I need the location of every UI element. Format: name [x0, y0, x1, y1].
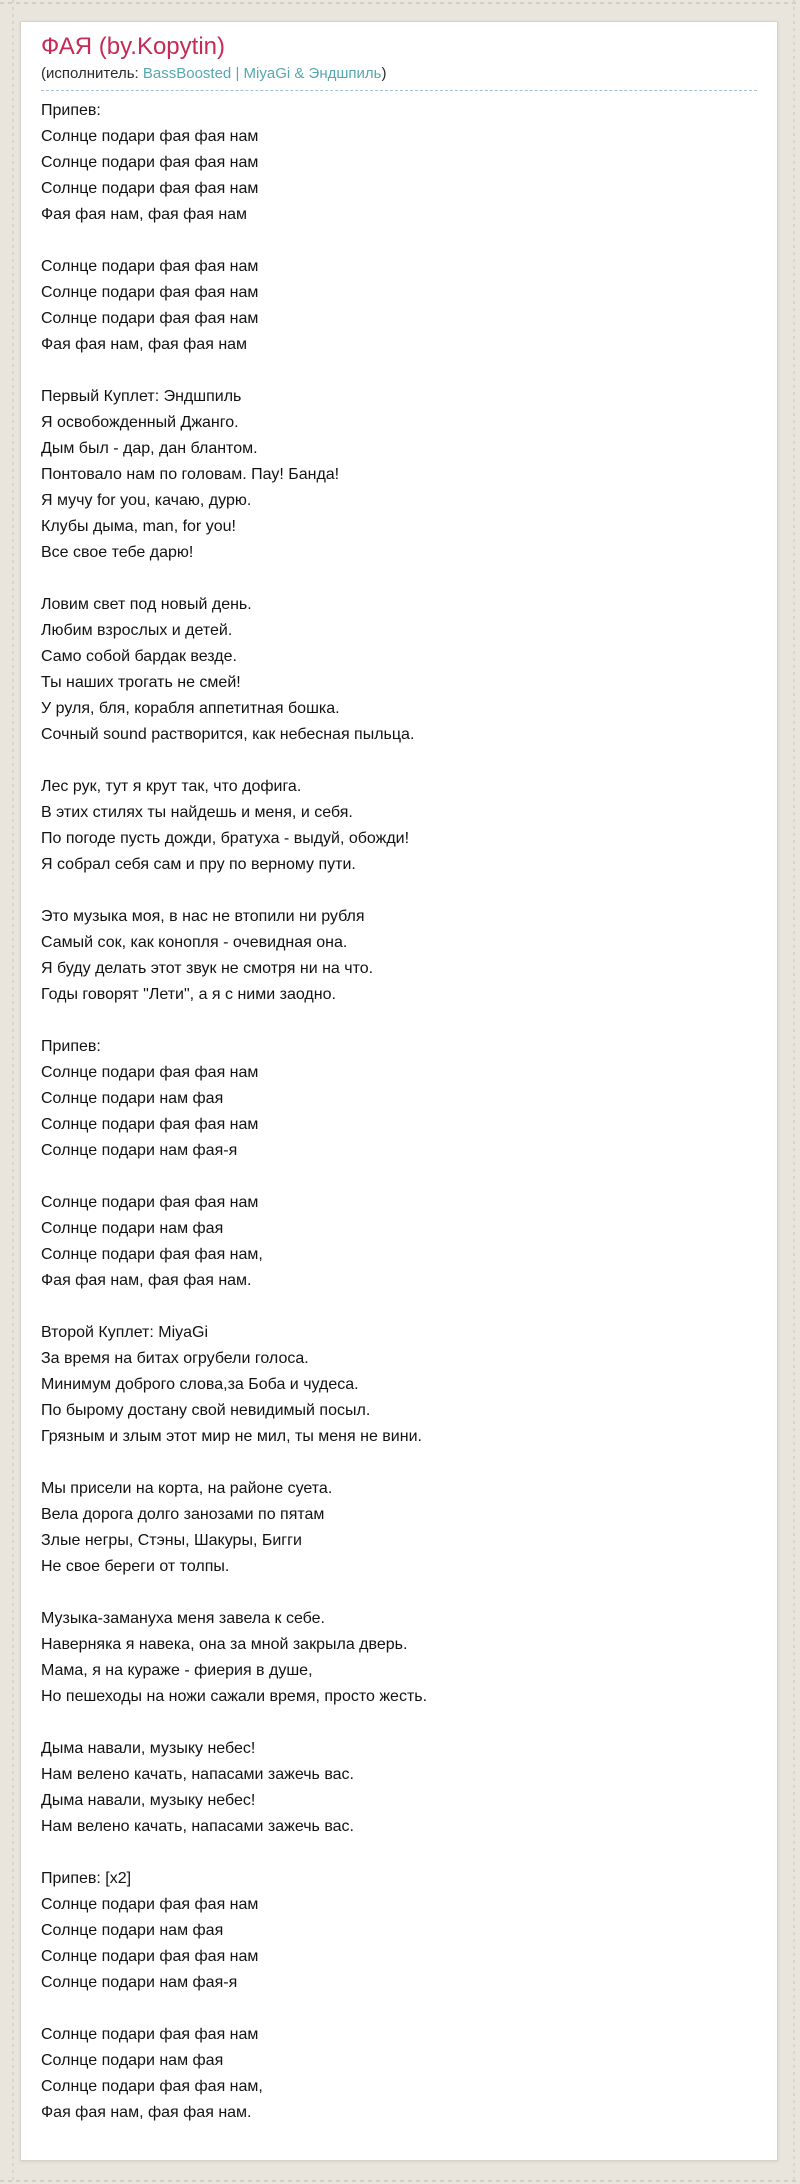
lyric-line	[41, 1996, 757, 2022]
artist-link-miyagi-endshpil[interactable]: MiyaGi & Эндшпиль	[243, 65, 382, 82]
lyric-line: Дым был - дар, дан блантом.	[41, 440, 258, 457]
lyric-line	[41, 1580, 757, 1606]
lyric-line: Не свое береги от толпы.	[41, 1558, 230, 1575]
lyric-line: Второй Куплет: MiyaGi	[41, 1324, 209, 1341]
lyric-line: Припев:	[41, 102, 101, 119]
lyric-line: Солнце подари нам фая-я	[41, 1142, 238, 1159]
lyric-line: Сочный sound растворится, как небесная пыльца.	[41, 726, 415, 743]
lyric-line: Солнце подари фая фая нам	[41, 1194, 259, 1211]
lyric-line: Фая фая нам, фая фая нам	[41, 336, 248, 353]
lyric-line	[41, 878, 757, 904]
lyric-line: Любим взрослых и детей.	[41, 622, 233, 639]
background-texture-right	[793, 0, 795, 2184]
lyric-line: Годы говорят "Лети", а я с ними заодно.	[41, 986, 336, 1003]
lyric-line: Фая фая нам, фая фая нам.	[41, 1272, 252, 1289]
lyric-line: Самый сок, как конопля - очевидная она.	[41, 934, 348, 951]
lyric-line: Фая фая нам, фая фая нам.	[41, 2104, 252, 2121]
lyric-line: Лес рук, тут я крут так, что дофига.	[41, 778, 302, 795]
lyric-line: Солнце подари фая фая нам	[41, 310, 259, 327]
lyric-line: Солнце подари фая фая нам	[41, 2026, 259, 2043]
lyric-line: Минимум доброго слова,за Боба и чудеса.	[41, 1376, 359, 1393]
lyric-line: Понтовало нам по головам. Пау! Банда!	[41, 466, 340, 483]
lyric-line	[41, 1840, 757, 1866]
lyric-line: Вела дорога долго занозами по пятам	[41, 1506, 325, 1523]
lyric-line: Фая фая нам, фая фая нам	[41, 206, 248, 223]
lyric-line	[41, 358, 757, 384]
lyric-line: Солнце подари нам фая	[41, 1220, 224, 1237]
lyric-line	[41, 748, 757, 774]
lyric-line: Само собой бардак везде.	[41, 648, 237, 665]
lyric-line: Солнце подари фая фая нам	[41, 284, 259, 301]
lyric-line	[41, 228, 757, 254]
lyric-line: Нам велено качать, напасами зажечь вас.	[41, 1766, 354, 1783]
lyric-line: Нам велено качать, напасами зажечь вас.	[41, 1818, 354, 1835]
lyric-line: Все свое тебе дарю!	[41, 544, 194, 561]
lyric-line: Клубы дыма, man, for you!	[41, 518, 236, 535]
lyric-line: По погоде пусть дожди, братуха - выдуй, обожди!	[41, 830, 410, 847]
lyric-line: Я освобожденный Джанго.	[41, 414, 239, 431]
lyric-line: Злые негры, Стэны, Шакуры, Бигги	[41, 1532, 302, 1549]
lyric-line: Ты наших трогать не смей!	[41, 674, 241, 691]
lyric-line: За время на битах огрубели голоса.	[41, 1350, 309, 1367]
lyric-line: Дыма навали, музыку небес!	[41, 1740, 256, 1757]
lyric-line: Я мучу for you, качаю, дурю.	[41, 492, 252, 509]
lyric-line: Я буду делать этот звук не смотря ни на что.	[41, 960, 374, 977]
artist-label: (исполнитель:	[41, 65, 139, 82]
lyric-line: По бырому достану свой невидимый посыл.	[41, 1402, 371, 1419]
lyric-line: Солнце подари фая фая нам	[41, 128, 259, 145]
artist-link-bassboosted[interactable]: BassBoosted	[142, 65, 232, 82]
lyric-line: Мама, я на кураже - фиерия в душе,	[41, 1662, 313, 1679]
lyric-line: Солнце подари фая фая нам	[41, 258, 259, 275]
lyric-line: Припев: [x2]	[41, 1870, 132, 1887]
lyrics-block	[41, 98, 757, 2126]
lyrics-card	[20, 21, 778, 2161]
artist-separator-pipe: |	[235, 65, 240, 82]
lyric-line: Дыма навали, музыку небес!	[41, 1792, 256, 1809]
lyric-line: Солнце подари нам фая	[41, 1090, 224, 1107]
lyric-line: Первый Куплет: Эндшпиль	[41, 388, 242, 405]
lyric-line: Припев:	[41, 1038, 101, 1055]
lyric-line: Музыка-замануха меня завела к себе.	[41, 1610, 325, 1627]
artist-line	[41, 64, 757, 91]
lyric-line: Мы присели на корта, на районе суета.	[41, 1480, 333, 1497]
lyric-line: Я собрал себя сам и пру по верному пути.	[41, 856, 356, 873]
lyric-line: Солнце подари нам фая	[41, 2052, 224, 2069]
lyric-line	[41, 1008, 757, 1034]
lyric-line: Солнце подари фая фая нам	[41, 1064, 259, 1081]
lyric-line: Грязным и злым этот мир не мил, ты меня не вини.	[41, 1428, 422, 1445]
lyric-line	[41, 1294, 757, 1320]
background-texture-left	[12, 0, 14, 2184]
lyric-line	[41, 1450, 757, 1476]
lyric-line: Ловим свет под новый день.	[41, 596, 252, 613]
lyric-line: Солнце подари фая фая нам	[41, 1896, 259, 1913]
lyric-line: Солнце подари фая фая нам	[41, 1116, 259, 1133]
lyric-line: В этих стилях ты найдешь и меня, и себя.	[41, 804, 353, 821]
lyric-line	[41, 1710, 757, 1736]
background-texture-top	[0, 2, 800, 4]
lyric-line: Солнце подари фая фая нам,	[41, 1246, 263, 1263]
lyric-line: Солнце подари нам фая	[41, 1922, 224, 1939]
lyric-line: Солнце подари фая фая нам	[41, 180, 259, 197]
lyric-line: Но пешеходы на ножи сажали время, просто жесть.	[41, 1688, 428, 1705]
lyric-line: Солнце подари нам фая-я	[41, 1974, 238, 1991]
lyric-line: Это музыка моя, в нас не втопили ни рубля	[41, 908, 365, 925]
lyric-line: Солнце подари фая фая нам,	[41, 2078, 263, 2095]
lyric-line: Наверняка я навека, она за мной закрыла дверь.	[41, 1636, 408, 1653]
lyric-line: Солнце подари фая фая нам	[41, 154, 259, 171]
lyric-line	[41, 1164, 757, 1190]
song-title: ФАЯ (by.Kopytin)	[41, 33, 225, 60]
lyric-line: Солнце подари фая фая нам	[41, 1948, 259, 1965]
lyric-line: У руля, бля, корабля аппетитная бошка.	[41, 700, 340, 717]
artist-suffix: )	[381, 65, 387, 82]
background-texture-bottom	[0, 2180, 800, 2182]
lyric-line	[41, 566, 757, 592]
